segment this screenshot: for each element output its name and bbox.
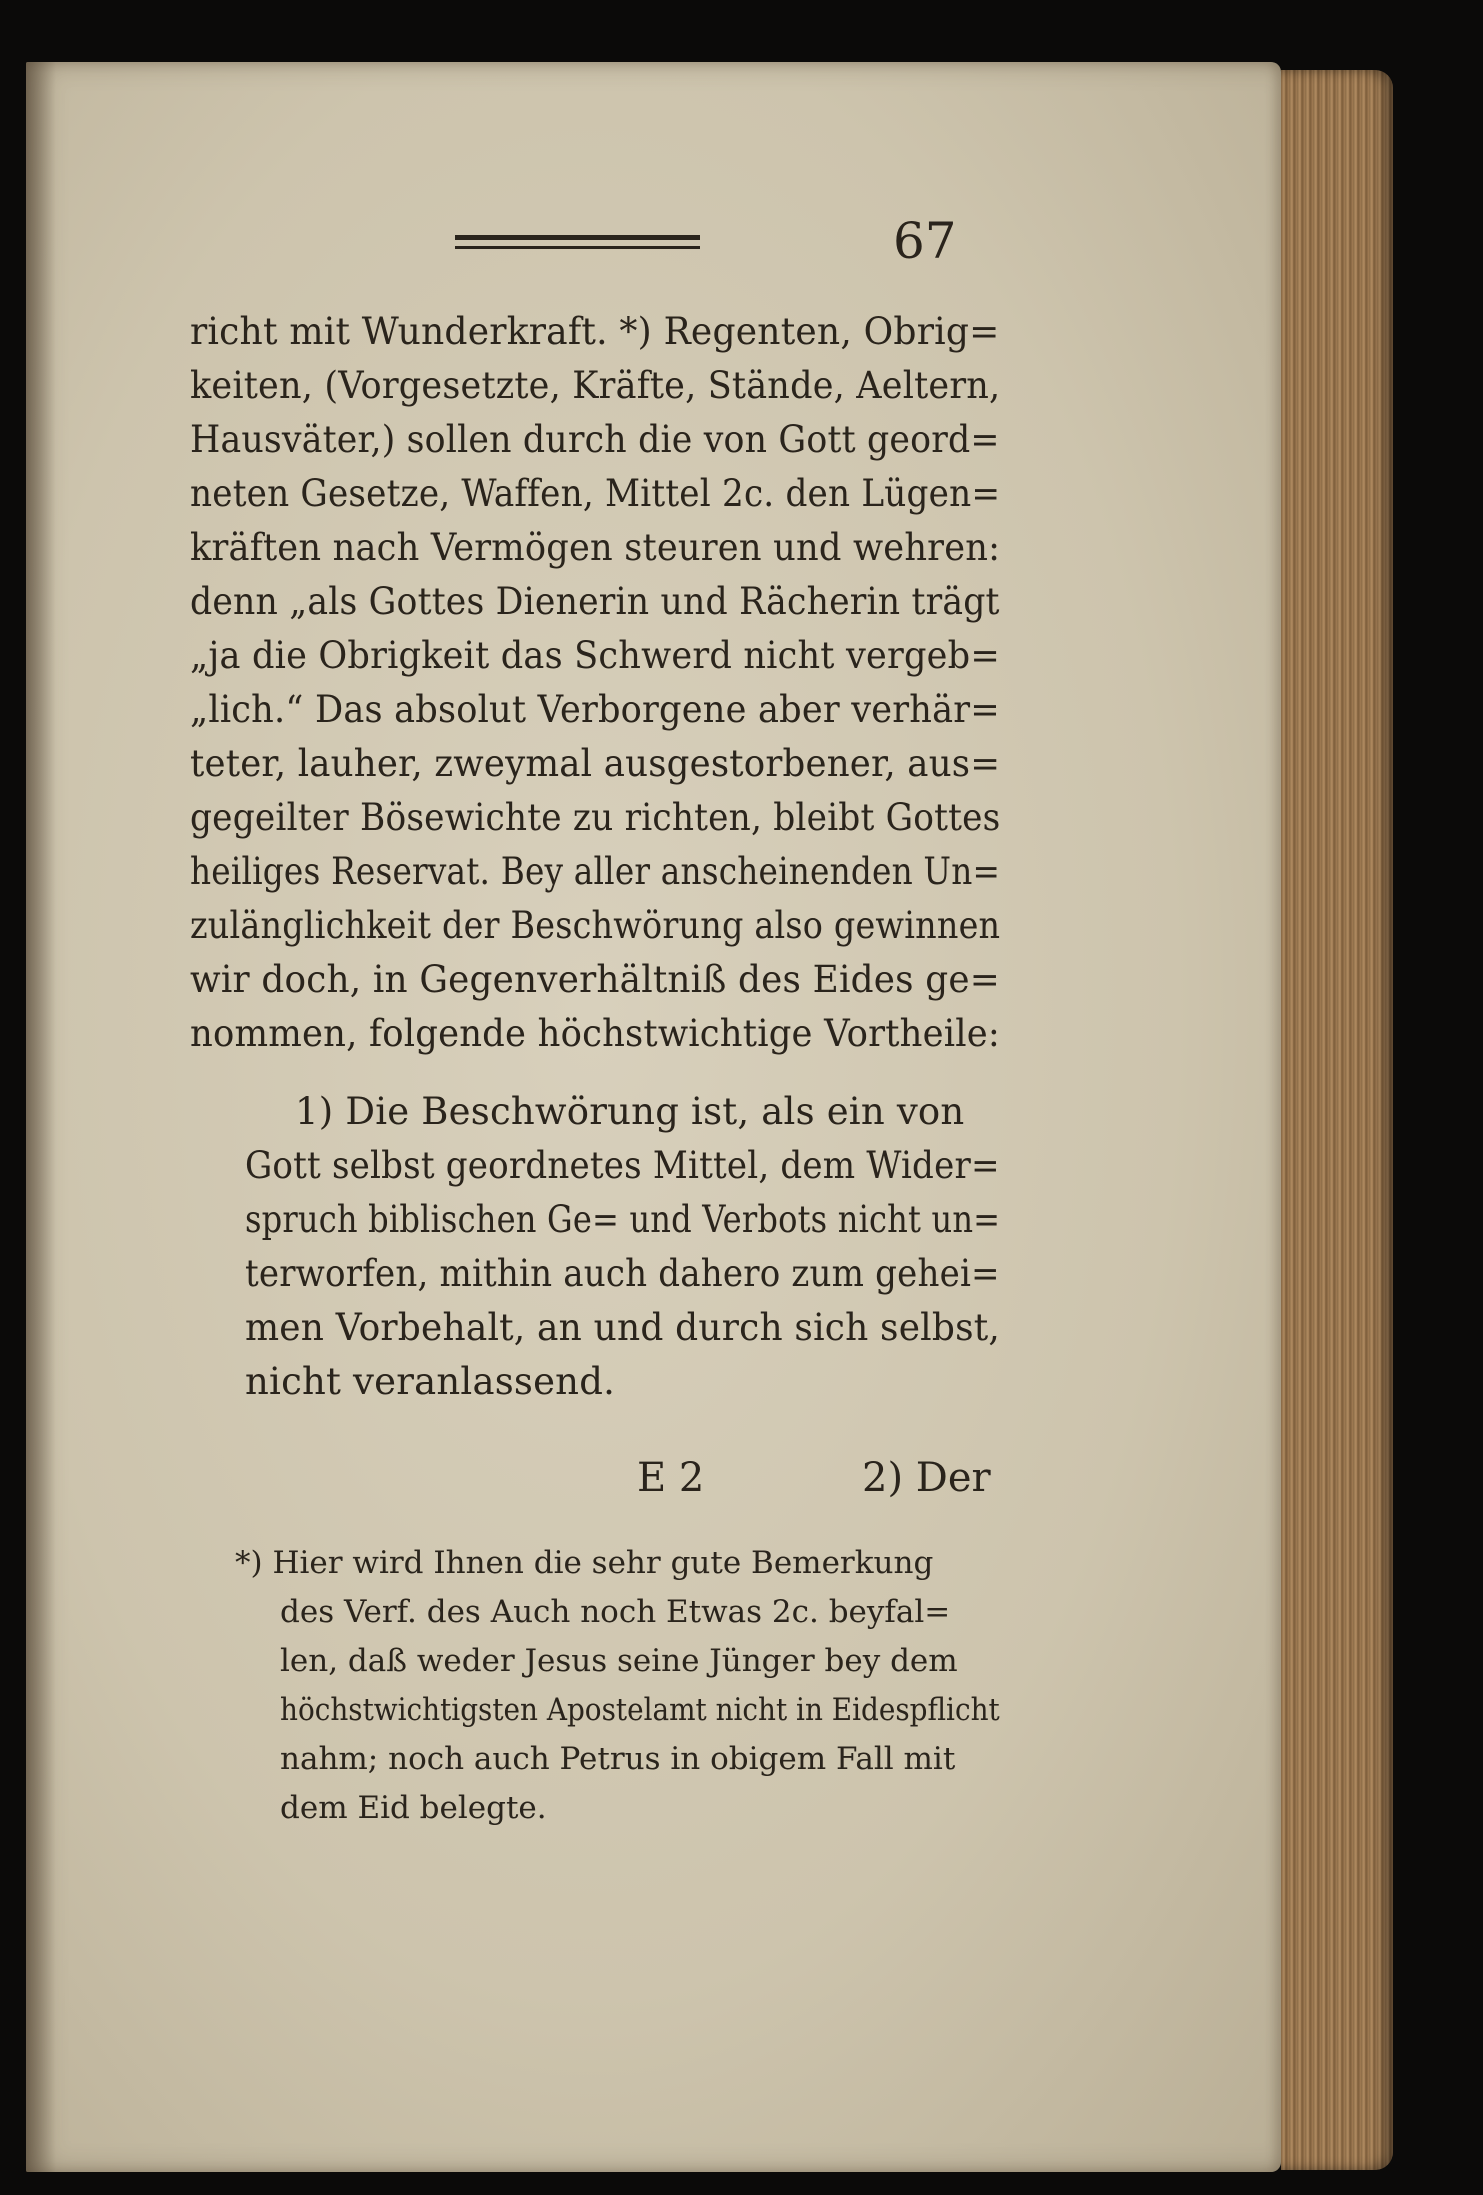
body-line: heiliges Reservat. Bey aller anscheinenden Un= (190, 850, 1001, 893)
body-line: „lich.“ Das absolut Verborgene aber verhär= (190, 688, 1000, 731)
item-line: Gott selbst geordnetes Mittel, dem Wider= (245, 1144, 1000, 1187)
footnote-line: len, daß weder Jesus seine Jünger bey dem (280, 1643, 958, 1679)
body-line: zulänglichkeit der Beschwörung also gewinnen (190, 904, 1001, 947)
printer-signature: E 2 (637, 1455, 705, 1501)
body-line: wir doch, in Gegenverhältniß des Eides ge= (190, 958, 1000, 1001)
footnote-line: des Verf. des Auch noch Etwas 2c. beyfal= (280, 1594, 951, 1630)
footnote-line: höchstwichtigsten Apostelamt nicht in Eidespflicht (280, 1692, 1000, 1728)
body-line: gegeilter Bösewichte zu richten, bleibt Gottes (190, 796, 1001, 839)
catchword: 2) Der (862, 1455, 991, 1501)
item-line: 1) Die Beschwörung ist, als ein von (295, 1090, 965, 1133)
footnote-line: dem Eid belegte. (280, 1790, 547, 1826)
body-line: nommen, folgende höchstwichtige Vortheile: (190, 1012, 1001, 1055)
body-line: kräften nach Vermögen steuren und wehren: (190, 526, 1001, 569)
item-line: men Vorbehalt, an und durch sich selbst, (245, 1306, 1000, 1349)
item-line: spruch biblischen Ge= und Verbots nicht un= (245, 1198, 1001, 1241)
header-rule (455, 235, 700, 249)
page-number: 67 (893, 212, 957, 270)
body-line: denn „als Gottes Dienerin und Rächerin trägt (190, 580, 1000, 623)
body-line: „ja die Obrigkeit das Schwerd nicht vergeb= (190, 634, 1000, 677)
footnote-line: nahm; noch auch Petrus in obigem Fall mit (280, 1741, 956, 1777)
item-line: nicht veranlassend. (245, 1360, 616, 1403)
footnote-line: *) Hier wird Ihnen die sehr gute Bemerkung (235, 1545, 934, 1581)
page-gutter-shadow (26, 62, 56, 2172)
body-line: neten Gesetze, Waffen, Mittel 2c. den Lügen= (190, 472, 1001, 515)
body-line: Hausväter,) sollen durch die von Gott geord= (190, 418, 1000, 461)
item-line: terworfen, mithin auch dahero zum gehei= (245, 1252, 1000, 1295)
body-line: keiten, (Vorgesetzte, Kräfte, Stände, Aeltern, (190, 364, 1001, 407)
body-line: richt mit Wunderkraft. *) Regenten, Obrig= (190, 310, 1000, 353)
body-line: teter, lauher, zweymal ausgestorbener, aus= (190, 742, 1001, 785)
page-edges (1281, 70, 1393, 2170)
